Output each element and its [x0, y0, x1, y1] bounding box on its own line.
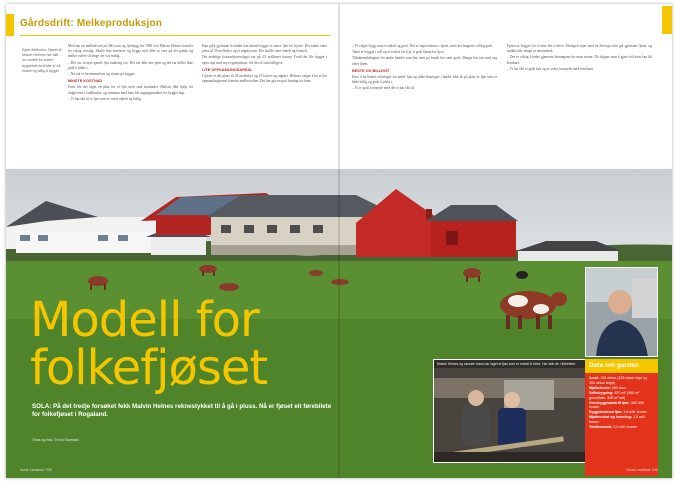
- factbox-value: 1,8 mill. kroner: [623, 410, 647, 415]
- article-byline: Tekst og foto: Trond Skarstad: [32, 438, 79, 442]
- subheading: LITE OPPSAMLINGSAREAL: [202, 67, 253, 72]
- paragraph: Tilbakemeldingene fra andre bønder som har vært på besøk har vært gode. Mange har tatt med seg ideer hjem.: [352, 56, 497, 66]
- paragraph: – Vi valgte bygg som er enkelt og greit. Det er ingen luksus i fjøset, men det fungerer veldig godt.: [352, 44, 493, 48]
- paragraph: – Vi har fått til et fjøs som er svært enkelt og billig.: [68, 96, 142, 101]
- page-footer-left: Norsk Landbruk 7/06: [20, 468, 52, 472]
- article-title: [30, 292, 268, 396]
- factbox-value: 300 000 kroner: [589, 400, 644, 410]
- factbox-label: Mjølkekvote:: [589, 385, 612, 390]
- factbox-row: [589, 376, 654, 386]
- text-column: [202, 44, 327, 164]
- paragraph: Han gikk gjennom hvordan han kunne bygge et større fjøs for kyrne. Det måtte være plass til 50 melkekyr og et ungdyrrom. Det skulle være enkelt og lettstelt.: [202, 44, 327, 54]
- factbox-label: Byggekostnad fjøs:: [589, 410, 624, 415]
- inset-photo-caption: Malvin Helnes og sønnen hans har laget et fjøs som er enkelt å drive. Her står de i fôrbrettet.: [434, 360, 586, 368]
- factbox-label: Mjølkerobot og innreiing:: [589, 415, 634, 420]
- article-title-line1: Modell for: [30, 292, 259, 348]
- factbox-value: 105 dekar (325 dekar eigd og 200 dekar leigd): [589, 376, 648, 385]
- factbox: [585, 359, 658, 476]
- factbox-value: 1,5 mill. kroner: [589, 415, 646, 425]
- section-tab-left: [6, 14, 14, 36]
- factbox-label: Areal:: [589, 376, 601, 380]
- subheading: BESTE OG BILLIGST: [352, 68, 390, 73]
- section-tab-right: [662, 6, 672, 34]
- header-rule: [20, 35, 330, 36]
- paragraph: Først ble det laget en plan for et fjøs med små kostnader. Malvin fikk hjelp fra rådgiveren i landbruket, og sammen med ham ble utgangspunktet for bygget lagt.: [68, 85, 193, 95]
- factbox-row: [589, 415, 654, 425]
- subheading: MINSTE KOSTNAD: [68, 79, 103, 84]
- farmers-illustration: [434, 360, 586, 463]
- paragraph: – Vi er godt fornøyde med det vi har fått til.: [352, 86, 415, 91]
- factbox-value: 260 tonn: [611, 385, 626, 390]
- paragraph: I fjøset er det plass til 48 melkekyr og 25 kalver og ungdyr. Helmes valgte å ha et lite oppsamlingsareal framfor melkestallen. Det har gitt en god løsning for ham.: [202, 74, 327, 84]
- page-gutter: [338, 4, 340, 478]
- factbox-row: [589, 401, 654, 411]
- article-lede: SOLA: På det tredje forsøket fekk Malvin Helnes reknestykket til å gå i pluss. Nå er fjøset eit førebilete for folkefjøset i Rogaland.: [32, 403, 332, 419]
- paragraph: – Nå tok vi bestemmelsen og startet på bygget.: [68, 72, 136, 77]
- paragraph: Det endelige kostnadsoverslaget var på 3,5 millioner kroner. Fordi det ble bygget i egen regi med mye egeninnsats, ble det til slutt billigere.: [202, 55, 327, 65]
- factbox-label: Totalkostnad:: [589, 425, 614, 430]
- text-column: [507, 44, 652, 164]
- section-title: Gårdsdrift: Melkeproduksjon: [20, 18, 163, 29]
- factbox-title: Data om garden: [585, 359, 658, 373]
- factbox-value: 3,3 mill. kroner: [613, 425, 637, 430]
- paragraph: Med om en melkekvote på 260 tonn og fjøsbygg fra 1969 ved Malvin Helnes framfor ett viktig veivalg. Skulle han investere og bygge nytt eller ta vare på det gamle og melke videre så lenge det var mulig.: [68, 44, 193, 59]
- paragraph: – Det er viktig å tenke gjennom løsningene før man starter. Da slipper man å gjøre feil som kan bli kostbare.: [507, 55, 652, 65]
- magazine-spread: [6, 4, 672, 478]
- factbox-label: Grovbygg/samdrift fjøs:: [589, 400, 631, 405]
- article-title-line2: folkefjøset: [30, 340, 268, 396]
- factbox-label: Driftsbygning:: [589, 390, 615, 395]
- portrait-illustration: [586, 268, 658, 357]
- paragraph: Fjøset er bygget for å være lett å drive. Fôringen skjer med en fôrvogn som går gjennom fjøset, og møkka blir skrapt ut automatisk.: [507, 44, 652, 54]
- paragraph: – Det var så mye gamle fjøs omkring oss. Det var ikke noe pent og det var heller ikke godt å jobbe i.: [68, 60, 193, 70]
- paragraph: Etter å ha hentet erfaringer fra andre fjøs og ulike løsninger i landet fikk de på plass et fjøs som er både billig og godt å jobbe i.: [352, 75, 497, 85]
- text-column: [68, 44, 193, 164]
- text-column: [352, 44, 497, 164]
- factbox-row: [589, 391, 654, 401]
- factbox-row: [589, 425, 654, 430]
- factbox-body: [585, 373, 658, 433]
- inset-photo-farmers: [433, 359, 586, 463]
- factbox-value: 870 m² (360 m² grunnflate, 325 m² loft): [589, 390, 640, 400]
- portrait-photo: [585, 267, 658, 357]
- page-footer-right: Norsk Landbruk 7/06: [626, 468, 658, 472]
- paragraph: – Vi har fått et godt fjøs og er svært fornøyde med resultatet.: [507, 66, 595, 71]
- sidebar-note: Egde Melkofos: Fjøset til Malvin Helmes har blitt en modell for andre bygdefolk fordi det er så enkelt og billig å bygge.: [22, 48, 62, 73]
- paragraph: Taket er bygget i stål og er isolert for å gi et godt klima for dyra.: [352, 50, 445, 55]
